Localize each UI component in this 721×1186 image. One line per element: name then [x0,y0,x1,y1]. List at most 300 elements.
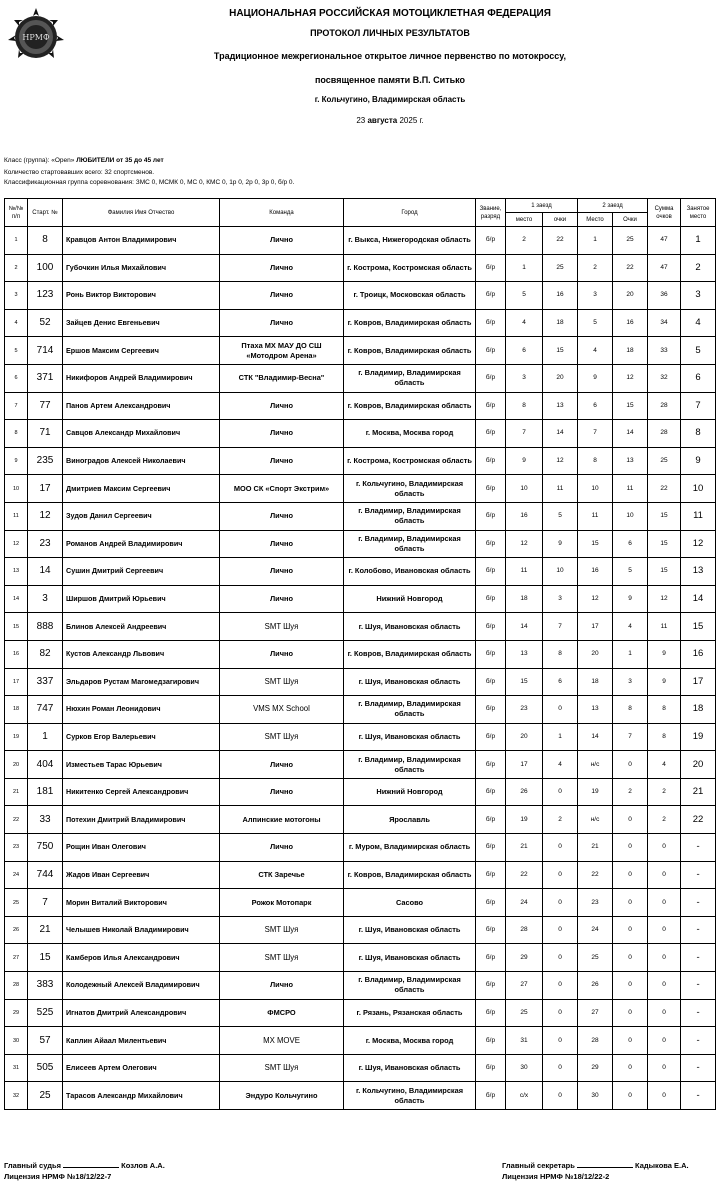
team-name: Лично [220,972,344,1000]
team-name: Рожок Мотопарк [220,889,344,917]
race2-points: 2 [613,778,648,806]
race2-points: 0 [613,889,648,917]
rider-name: Романов Андрей Владимирович [63,530,220,558]
team-name: Лично [220,420,344,448]
race1-place: 22 [506,861,543,889]
rider-name: Потехин Дмитрий Владимирович [63,806,220,834]
city-name: Нижний Новгород [344,778,476,806]
race2-points: 15 [613,392,648,420]
rider-name: Ширшов Дмитрий Юрьевич [63,585,220,613]
city-name: г. Владимир, Владимирская область [344,364,476,392]
col-header-points2: Очки [613,213,648,227]
row-index: 12 [5,530,28,558]
table-row [5,834,716,862]
race2-place: 1 [578,227,613,255]
row-index: 13 [5,558,28,586]
team-name: СТК Заречье [220,861,344,889]
row-index: 25 [5,889,28,917]
rider-name: Елисеев Артем Олегович [63,1054,220,1082]
team-name: ФМСРО [220,999,344,1027]
race1-points: 18 [543,309,578,337]
row-index: 9 [5,447,28,475]
race2-points: 10 [613,502,648,530]
final-place: 10 [681,475,716,503]
final-place: - [681,916,716,944]
final-place: 17 [681,668,716,696]
row-index: 11 [5,502,28,530]
start-number: 57 [28,1027,63,1055]
rank: б/р [476,254,506,282]
rider-name: Нюхин Роман Леонидович [63,696,220,724]
secretary-signature: Главный секретарь Кадыкова Е.А. Лицензия НРМФ №18/12/22-2 [502,1161,689,1181]
race2-points: 0 [613,751,648,779]
rider-name: Кустов Александр Львович [63,640,220,668]
race1-place: 25 [506,999,543,1027]
start-number: 7 [28,889,63,917]
total-points: 32 [648,364,681,392]
rank: б/р [476,751,506,779]
race1-place: 19 [506,806,543,834]
federation-title: НАЦИОНАЛЬНАЯ РОССИЙСКАЯ МОТОЦИКЛЕТНАЯ ФЕДЕРАЦИЯ [229,8,551,19]
col-header-name: Фамилия Имя Отчество [63,199,220,227]
rank: б/р [476,558,506,586]
race1-points: 0 [543,778,578,806]
total-points: 0 [648,972,681,1000]
team-name: Лично [220,309,344,337]
race2-points: 0 [613,944,648,972]
city-name: г. Ковров, Владимирская область [344,861,476,889]
rider-name: Эльдаров Рустам Магомедзагирович [63,668,220,696]
race2-place: 11 [578,502,613,530]
city-name: Ярославль [344,806,476,834]
row-index: 24 [5,861,28,889]
race1-points: 25 [543,254,578,282]
row-index: 17 [5,668,28,696]
table-row [5,254,716,282]
race2-place: 7 [578,420,613,448]
race2-points: 14 [613,420,648,448]
rank: б/р [476,392,506,420]
race2-points: 0 [613,861,648,889]
table-row [5,613,716,641]
total-points: 9 [648,668,681,696]
final-place: 22 [681,806,716,834]
race2-place: 17 [578,613,613,641]
table-row [5,999,716,1027]
team-name: Птаха МХ МАУ ДО СШ «Мотодром Арена» [220,337,344,365]
row-index: 29 [5,999,28,1027]
city-name: Нижний Новгород [344,585,476,613]
race2-place: 4 [578,337,613,365]
race1-place: 29 [506,944,543,972]
race1-place: 26 [506,778,543,806]
total-points: 28 [648,392,681,420]
race1-place: 28 [506,916,543,944]
race2-place: 20 [578,640,613,668]
city-name: г. Выкса, Нижегородская область [344,227,476,255]
table-row [5,502,716,530]
start-number: 8 [28,227,63,255]
row-index: 21 [5,778,28,806]
start-number: 100 [28,254,63,282]
row-index: 10 [5,475,28,503]
team-name: Алпинские мотогоны [220,806,344,834]
row-index: 7 [5,392,28,420]
col-header-rank: Звание, разряд [476,199,506,227]
city-name: г. Владимир, Владимирская область [344,972,476,1000]
rider-name: Панов Артем Александрович [63,392,220,420]
race1-place: 31 [506,1027,543,1055]
team-name: SMT Шуя [220,1054,344,1082]
final-place: 21 [681,778,716,806]
race1-points: 8 [543,640,578,668]
city-name: г. Владимир, Владимирская область [344,530,476,558]
results-table [4,198,716,1110]
race2-points: 16 [613,309,648,337]
total-points: 28 [648,420,681,448]
event-title: Традиционное межрегиональное открытое личное первенство по мотокроссу, [213,51,567,61]
race1-place: 11 [506,558,543,586]
rank: б/р [476,1027,506,1055]
class-line: Класс (группа): «Open» ЛЮБИТЕЛИ от 35 до 45 лет [4,157,164,164]
rider-name: Сушин Дмитрий Сергеевич [63,558,220,586]
final-place: 1 [681,227,716,255]
event-date: 23 августа 2025 г. [356,116,424,125]
race2-points: 0 [613,972,648,1000]
final-place: - [681,889,716,917]
race2-points: 0 [613,916,648,944]
final-place: 15 [681,613,716,641]
race2-points: 4 [613,613,648,641]
row-index: 14 [5,585,28,613]
final-place: 16 [681,640,716,668]
row-index: 19 [5,723,28,751]
start-number: 23 [28,530,63,558]
race2-place: 24 [578,916,613,944]
final-place: 13 [681,558,716,586]
city-name: г. Кострома, Костромская область [344,254,476,282]
team-name: Лично [220,392,344,420]
race1-place: 21 [506,834,543,862]
final-place: - [681,999,716,1027]
race1-place: 24 [506,889,543,917]
race1-points: 9 [543,530,578,558]
race1-place: 15 [506,668,543,696]
start-number: 52 [28,309,63,337]
start-number: 1 [28,723,63,751]
race1-place: 5 [506,282,543,310]
table-row [5,861,716,889]
race2-place: н/с [578,806,613,834]
total-points: 11 [648,613,681,641]
total-points: 25 [648,447,681,475]
race2-points: 7 [613,723,648,751]
race1-place: 30 [506,1054,543,1082]
race2-place: 3 [578,282,613,310]
race2-place: 16 [578,558,613,586]
start-number: 371 [28,364,63,392]
start-number: 123 [28,282,63,310]
total-points: 0 [648,1027,681,1055]
city-name: г. Ковров, Владимирская область [344,392,476,420]
race2-place: 28 [578,1027,613,1055]
race1-points: 15 [543,337,578,365]
race1-points: 0 [543,889,578,917]
table-row [5,1054,716,1082]
race1-place: 9 [506,447,543,475]
col-header-sum: Сумма очков [648,199,681,227]
judge-license: Лицензия НРМФ №18/12/22-7 [4,1172,112,1181]
team-name: SMT Шуя [220,944,344,972]
final-place: 6 [681,364,716,392]
race1-points: 0 [543,1027,578,1055]
table-row [5,364,716,392]
city-name: г. Москва, Москва город [344,420,476,448]
race2-points: 20 [613,282,648,310]
rider-name: Игнатов Дмитрий Александрович [63,999,220,1027]
race1-place: 12 [506,530,543,558]
table-row [5,1027,716,1055]
total-points: 0 [648,999,681,1027]
table-row [5,337,716,365]
final-place: 7 [681,392,716,420]
row-index: 6 [5,364,28,392]
start-number: 888 [28,613,63,641]
rank: б/р [476,861,506,889]
table-row [5,309,716,337]
rank: б/р [476,502,506,530]
row-index: 2 [5,254,28,282]
race1-points: 7 [543,613,578,641]
team-name: Лично [220,834,344,862]
starters-count: Количество стартовавших всего: 32 спортсменов. [4,169,155,176]
col-header-place1: место [506,213,543,227]
start-number: 25 [28,1082,63,1110]
race2-points: 18 [613,337,648,365]
rank: б/р [476,309,506,337]
rider-name: Зудов Данил Сергеевич [63,502,220,530]
city-name: г. Владимир, Владимирская область [344,502,476,530]
race1-points: 0 [543,916,578,944]
row-index: 31 [5,1054,28,1082]
total-points: 8 [648,723,681,751]
final-place: 14 [681,585,716,613]
total-points: 36 [648,282,681,310]
team-name: Лично [220,778,344,806]
race1-points: 0 [543,834,578,862]
race1-place: 3 [506,364,543,392]
rider-name: Изместьев Тарас Юрьевич [63,751,220,779]
col-header-points1: очки [543,213,578,227]
team-name: Лично [220,640,344,668]
start-number: 747 [28,696,63,724]
total-points: 0 [648,889,681,917]
race2-points: 0 [613,1027,648,1055]
judge-signature: Главный судья Козлов А.А. Лицензия НРМФ №18/12/22-7 [4,1161,165,1181]
race2-place: 10 [578,475,613,503]
team-name: Лично [220,558,344,586]
race1-place: 4 [506,309,543,337]
city-name: г. Троицк, Московская область [344,282,476,310]
final-place: - [681,944,716,972]
final-place: 11 [681,502,716,530]
race2-points: 25 [613,227,648,255]
event-location: г. Кольчугино, Владимирская область [314,95,466,104]
race2-place: 22 [578,861,613,889]
race2-points: 12 [613,364,648,392]
race1-points: 20 [543,364,578,392]
table-row [5,475,716,503]
row-index: 5 [5,337,28,365]
table-row [5,944,716,972]
rider-name: Сурков Егор Валерьевич [63,723,220,751]
race2-place: 21 [578,834,613,862]
row-index: 20 [5,751,28,779]
row-index: 28 [5,972,28,1000]
rider-name: Морин Виталий Викторович [63,889,220,917]
total-points: 0 [648,916,681,944]
team-name: SMT Шуя [220,723,344,751]
col-header-start: Старт. № [28,199,63,227]
table-row [5,585,716,613]
table-row [5,227,716,255]
start-number: 77 [28,392,63,420]
race2-points: 8 [613,696,648,724]
race2-place: н/с [578,751,613,779]
qualification-group: Классификационная группа соревнования: ЗМС 0, МСМК 0, МС 0, КМС 0, 1р 0, 2р 0, 3р 0, б/р 0. [4,179,295,186]
race1-place: 8 [506,392,543,420]
table-row [5,751,716,779]
race2-points: 0 [613,1082,648,1110]
team-name: Лично [220,585,344,613]
race1-points: 6 [543,668,578,696]
col-header-final: Занятое место [681,199,716,227]
city-name: г. Ковров, Владимирская область [344,309,476,337]
table-row [5,282,716,310]
race1-points: 0 [543,1054,578,1082]
total-points: 33 [648,337,681,365]
team-name: Лично [220,502,344,530]
race2-points: 0 [613,806,648,834]
race1-points: 2 [543,806,578,834]
rank: б/р [476,227,506,255]
total-points: 15 [648,558,681,586]
final-place: 3 [681,282,716,310]
start-number: 383 [28,972,63,1000]
race1-place: 1 [506,254,543,282]
rank: б/р [476,1082,506,1110]
rank: б/р [476,1054,506,1082]
total-points: 47 [648,227,681,255]
final-place: - [681,861,716,889]
race2-points: 0 [613,999,648,1027]
final-place: 18 [681,696,716,724]
rank: б/р [476,447,506,475]
col-header-race1: 1 заезд [506,199,578,213]
race2-points: 0 [613,834,648,862]
race1-points: 0 [543,696,578,724]
protocol-title: ПРОТОКОЛ ЛИЧНЫХ РЕЗУЛЬТАТОВ [310,28,470,38]
rank: б/р [476,696,506,724]
row-index: 8 [5,420,28,448]
race1-points: 5 [543,502,578,530]
rank: б/р [476,834,506,862]
total-points: 12 [648,585,681,613]
total-points: 0 [648,1082,681,1110]
race2-points: 11 [613,475,648,503]
federation-logo-icon [6,6,66,66]
col-header-city: Город [344,199,476,227]
start-number: 750 [28,834,63,862]
start-number: 744 [28,861,63,889]
secretary-license: Лицензия НРМФ №18/12/22-2 [502,1172,610,1181]
race1-points: 11 [543,475,578,503]
row-index: 1 [5,227,28,255]
team-name: Лично [220,530,344,558]
rider-name: Дмитриев Максим Сергеевич [63,475,220,503]
race2-points: 9 [613,585,648,613]
col-header-team: Команда [220,199,344,227]
rider-name: Губочкин Илья Михайлович [63,254,220,282]
rider-name: Савцов Александр Михайлович [63,420,220,448]
rider-name: Жадов Иван Сергеевич [63,861,220,889]
rank: б/р [476,723,506,751]
start-number: 12 [28,502,63,530]
rider-name: Колодежный Алексей Владимирович [63,972,220,1000]
team-name: Лично [220,254,344,282]
table-row [5,806,716,834]
table-row [5,916,716,944]
start-number: 505 [28,1054,63,1082]
race1-points: 1 [543,723,578,751]
start-number: 404 [28,751,63,779]
total-points: 0 [648,834,681,862]
table-row [5,723,716,751]
total-points: 34 [648,309,681,337]
race1-points: 22 [543,227,578,255]
row-index: 22 [5,806,28,834]
race1-place: 6 [506,337,543,365]
rider-name: Никифоров Андрей Владимирович [63,364,220,392]
rank: б/р [476,944,506,972]
race2-place: 8 [578,447,613,475]
race1-place: 13 [506,640,543,668]
rank: б/р [476,282,506,310]
city-name: г. Шуя, Ивановская область [344,944,476,972]
table-row [5,420,716,448]
city-name: г. Муром, Владимирская область [344,834,476,862]
table-row [5,392,716,420]
city-name: г. Ковров, Владимирская область [344,337,476,365]
race2-place: 13 [578,696,613,724]
race1-place: 23 [506,696,543,724]
race1-points: 16 [543,282,578,310]
race1-points: 14 [543,420,578,448]
row-index: 16 [5,640,28,668]
final-place: 19 [681,723,716,751]
rank: б/р [476,364,506,392]
team-name: MX MOVE [220,1027,344,1055]
start-number: 21 [28,916,63,944]
race2-place: 18 [578,668,613,696]
row-index: 15 [5,613,28,641]
row-index: 4 [5,309,28,337]
race2-place: 25 [578,944,613,972]
city-name: г. Шуя, Ивановская область [344,916,476,944]
race2-place: 27 [578,999,613,1027]
total-points: 0 [648,1054,681,1082]
final-place: - [681,972,716,1000]
